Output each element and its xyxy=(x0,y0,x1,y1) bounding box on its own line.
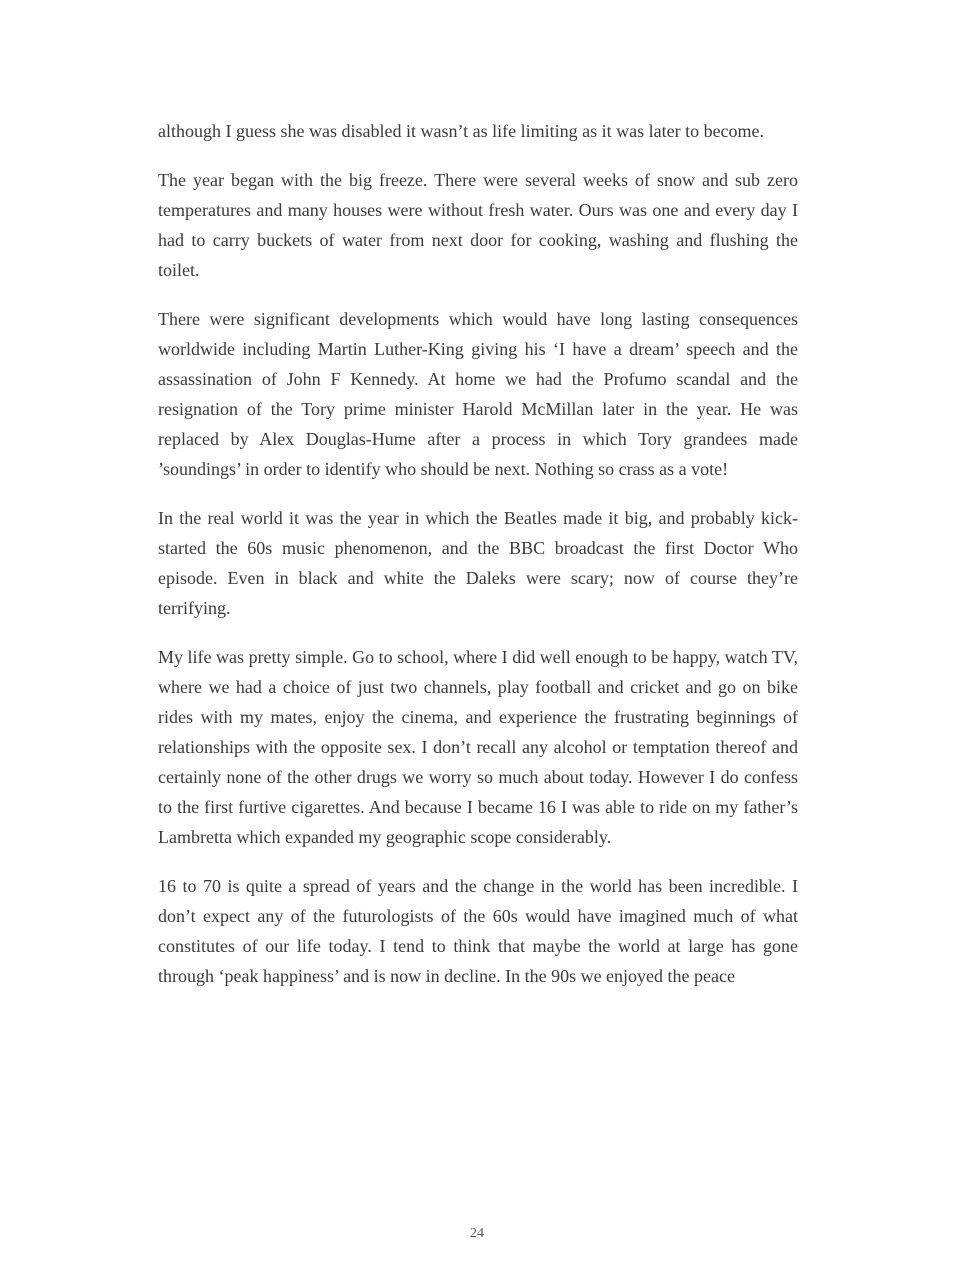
paragraph: My life was pretty simple. Go to school, where I did well enough to be happy, watch TV, where we had a choice of just two channels, play football and cricket and go on bike rides with my mates, enjoy the cinema, and experience the frustrating beginnings of relationships with the opposite sex. I don’t recall any alcohol or temptation thereof and certainly none of the other drugs we worry so much about today. However I do confess to the first furtive cigarettes. And because I became 16 I was able to ride on my father’s Lambretta which expanded my geographic scope considerably. xyxy=(158,647,798,847)
paragraph: 16 to 70 is quite a spread of years and the change in the world has been incredible. I don’t expect any of the futurologists of the 60s would have imagined much of what constitutes of our life today. I tend to think that maybe the world at large has gone through ‘peak happiness’ and is now in decline. In the 90s we enjoyed the peace xyxy=(158,876,798,986)
paragraph: In the real world it was the year in which the Beatles made it big, and probably kick-started the 60s music phenomenon, and the BBC broadcast the first Doctor Who episode. Even in black and white the Daleks were scary; now of course they’re terrifying. xyxy=(158,508,798,618)
paragraph: although I guess she was disabled it wasn’t as life limiting as it was later to become. xyxy=(158,121,765,141)
paragraph: There were significant developments which would have long lasting consequences worldwide including Martin Luther-King giving his ‘I have a dream’ speech and the assassination of John F Kennedy. At home we had the Profumo scandal and the resignation of the Tory prime minister Harold McMillan later in the year. He was replaced by Alex Douglas-Hume after a process in which Tory grandees made ’soundings’ in order to identify who should be next. Nothing so crass as a vote! xyxy=(158,309,798,479)
page-number: 24 xyxy=(470,1226,484,1241)
text-block xyxy=(158,116,798,1010)
paragraph: The year began with the big freeze. There were several weeks of snow and sub zero temperatures and many houses were without fresh water. Ours was one and every day I had to carry buckets of water from next door for cooking, washing and flushing the toilet. xyxy=(158,170,798,280)
